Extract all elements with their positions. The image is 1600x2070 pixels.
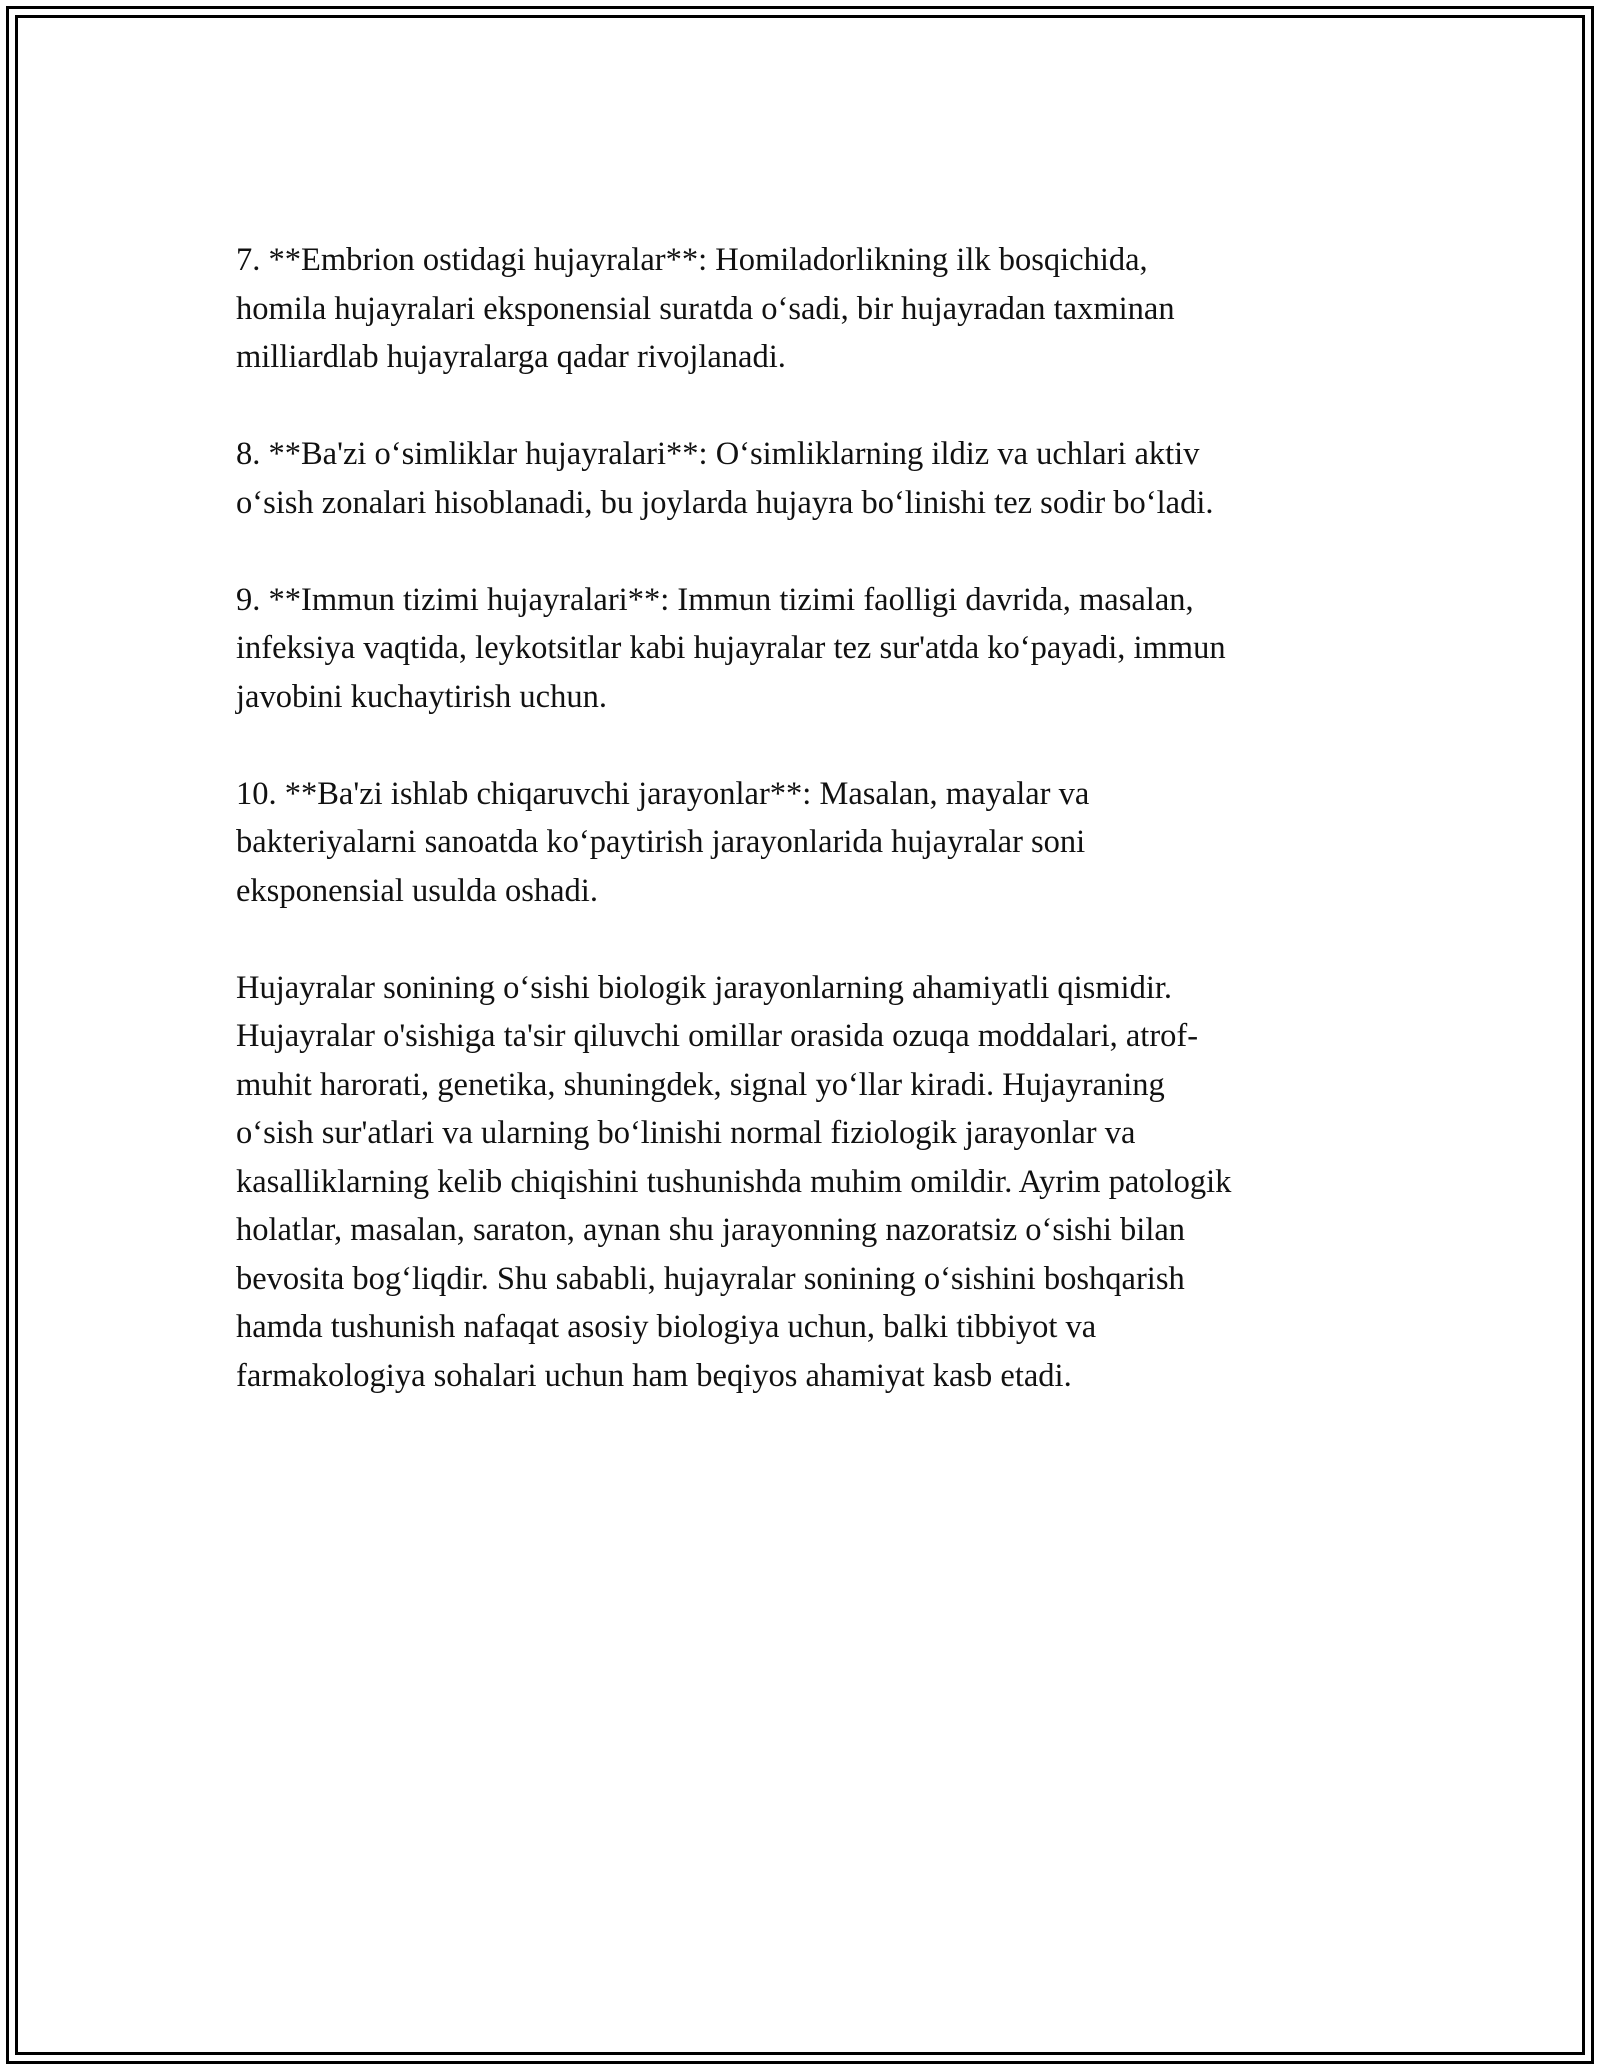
text-line: infeksiya vaqtida, leykotsitlar kabi hujayralar tez sur'atda ko‘payadi, immun — [236, 630, 1226, 666]
list-item-8 — [236, 430, 1386, 527]
text-line: Hujayralar o'sishiga ta'sir qiluvchi omillar orasida ozuqa moddalari, atrof- — [236, 1018, 1199, 1054]
text-line: o‘sish sur'atlari va ularning bo‘linishi normal fiziologik jarayonlar va — [236, 1115, 1136, 1151]
text-line: bakteriyalarni sanoatda ko‘paytirish jarayonlarida hujayralar soni — [236, 824, 1086, 860]
text-line: javobini kuchaytirish uchun. — [236, 678, 607, 715]
document-body — [236, 236, 1386, 1449]
text-line: eksponensial usulda oshadi. — [236, 872, 598, 909]
text-line: o‘sish zonalari hisoblanadi, bu joylarda hujayra bo‘linishi tez sodir bo‘ladi. — [236, 484, 1214, 521]
text-line: farmakologiya sohalari uchun ham beqiyos ahamiyat kasb etadi. — [236, 1357, 1072, 1394]
text-line: kasalliklarning kelib chiqishini tushunishda muhim omildir. Ayrim patologik — [236, 1163, 1232, 1200]
text-line: milliardlab hujayralarga qadar rivojlanadi. — [236, 339, 786, 375]
text-line: Hujayralar sonining o‘sishi biologik jarayonlarning ahamiyatli qismidir. — [236, 969, 1173, 1006]
text-line: muhit harorati, genetika, shuningdek, signal yo‘llar kiradi. Hujayraning — [236, 1066, 1165, 1103]
summary-paragraph — [236, 964, 1386, 1401]
text-line: 10. **Ba'zi ishlab chiqaruvchi jarayonlar**: Masalan, mayalar va — [236, 775, 1090, 812]
text-line: holatlar, masalan, saraton, aynan shu jarayonning nazoratsiz o‘sishi bilan — [236, 1212, 1186, 1248]
text-line: 9. **Immun tizimi hujayralari**: Immun tizimi faolligi davrida, masalan, — [236, 581, 1194, 618]
list-item-7 — [236, 236, 1386, 382]
text-line: bevosita bog‘liqdir. Shu sababli, hujayralar sonining o‘sishini boshqarish — [236, 1260, 1185, 1297]
text-line: hamda tushunish nafaqat asosiy biologiya uchun, balki tibbiyot va — [236, 1309, 1097, 1345]
list-item-9 — [236, 576, 1386, 722]
text-line: homila hujayralari eksponensial suratda o‘sadi, bir hujayradan taxminan — [236, 290, 1175, 327]
text-line: 8. **Ba'zi o‘simliklar hujayralari**: O‘simliklarning ildiz va uchlari aktiv — [236, 436, 1200, 472]
text-line: 7. **Embrion ostidagi hujayralar**: Homiladorlikning ilk bosqichida, — [236, 242, 1148, 278]
list-item-10 — [236, 770, 1386, 916]
